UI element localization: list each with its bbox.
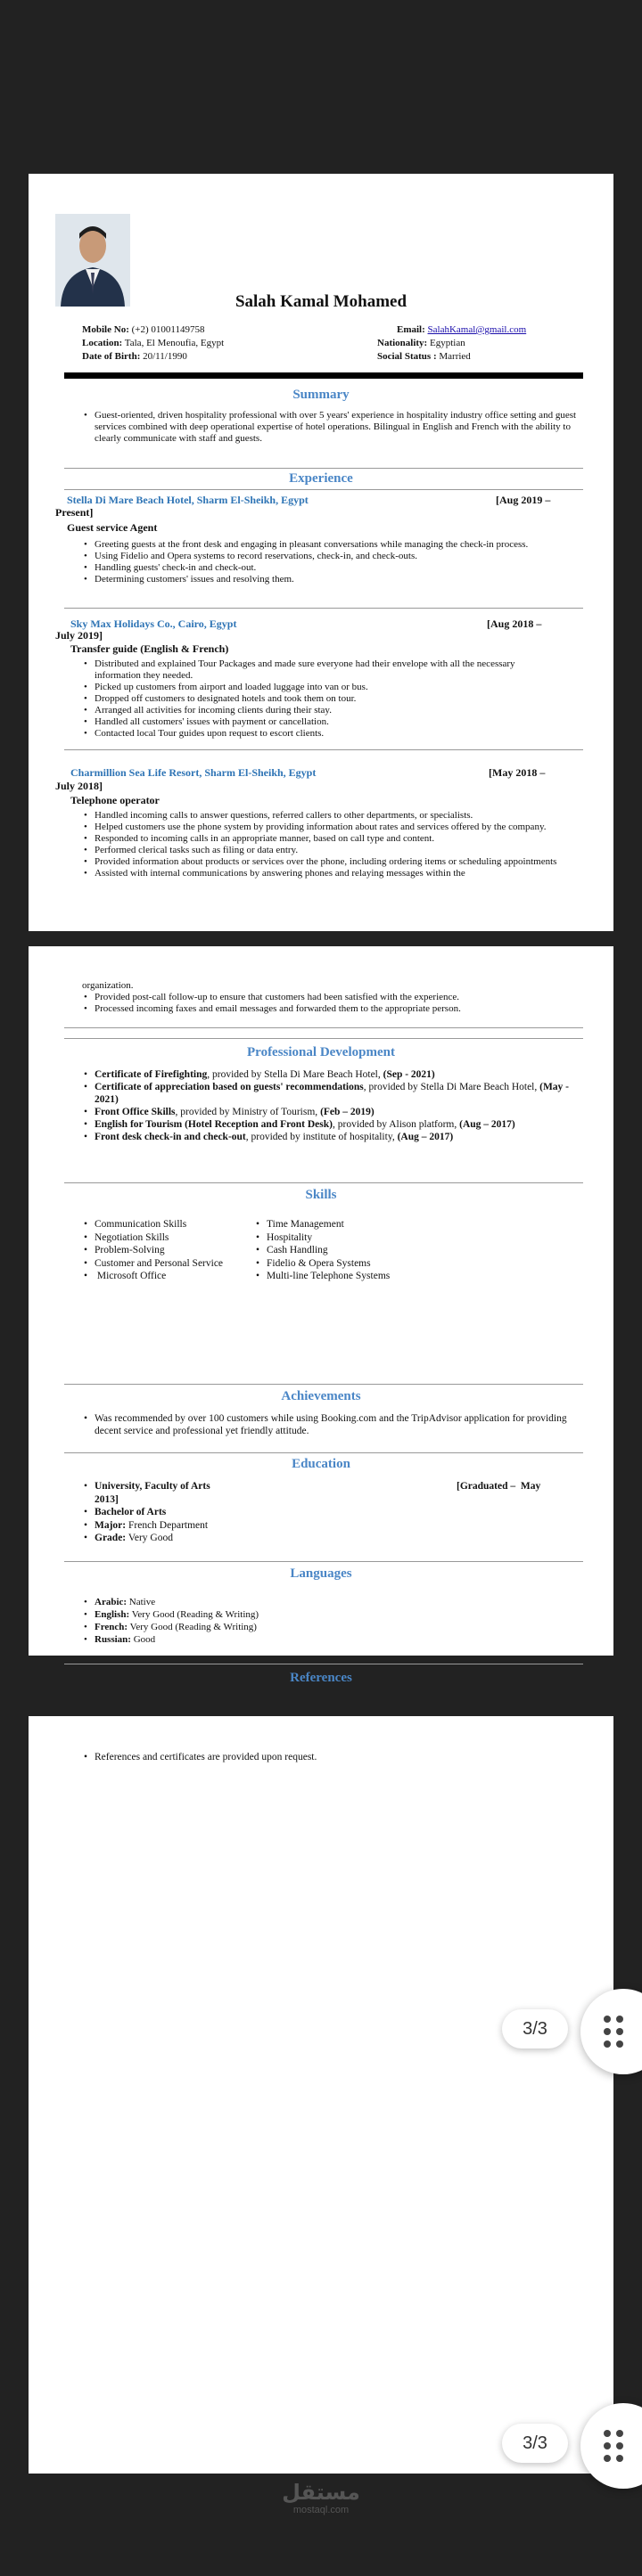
- duty-item: • Provided information about products or services over the phone, including ordering items or scheduling appointments: [82, 856, 564, 868]
- skill-item: • Communication Skills: [82, 1218, 269, 1231]
- professional-development-title: Professional Development: [247, 1045, 395, 1059]
- divider: [64, 1027, 583, 1028]
- job-role: Transfer guide (English & French): [70, 642, 229, 655]
- job-company: Charmillion Sea Life Resort, Sharm El-Sheikh, Egypt: [70, 766, 317, 779]
- skill-item: • Cash Handling: [254, 1244, 468, 1257]
- page-indicator: 3/3: [502, 2424, 568, 2463]
- certificate-item: • Front Office Skills, provided by Ministry of Tourism, (Feb – 2019): [82, 1106, 592, 1118]
- certificate-item: • English for Tourism (Hotel Reception and Front Desk), provided by Alison platform, (Aug – 2017): [82, 1118, 592, 1131]
- skill-item: • Time Management: [254, 1218, 468, 1231]
- skill-item: • Fidelio & Opera Systems: [254, 1257, 468, 1271]
- dob-label: Date of Birth:: [82, 351, 141, 362]
- education-degree: • Bachelor of Arts: [82, 1506, 581, 1519]
- job-company: Sky Max Holidays Co., Cairo, Egypt: [70, 617, 237, 630]
- divider: [64, 1038, 583, 1039]
- education-title: Education: [292, 1457, 350, 1471]
- email-row: [397, 323, 526, 336]
- job-role: Guest service Agent: [67, 521, 158, 534]
- certificates-list: [82, 1068, 592, 1143]
- education-list: [82, 1480, 581, 1545]
- references-list: [82, 1751, 581, 1763]
- status-label: Social Status :: [377, 351, 437, 362]
- dob-value: 20/11/1990: [143, 351, 187, 362]
- resume-page-2: [29, 946, 613, 1685]
- mostaql-watermark: [0, 2480, 642, 2515]
- continued-text: organization.: [82, 980, 134, 991]
- duty-item: • Distributed and explained Tour Packages and made sure everyone had their envelope with all the necessary information they needed.: [82, 658, 564, 682]
- achievements-title: Achievements: [281, 1389, 361, 1403]
- email-label: Email:: [397, 324, 425, 335]
- language-item: • English: Very Good (Reading & Writing): [82, 1608, 439, 1621]
- references-item: • References and certificates are provided upon request.: [82, 1751, 581, 1763]
- duty-item: • Processed incoming faxes and email messages and forwarded them to the appropriate person.: [82, 1003, 581, 1015]
- duty-item: • Responded to incoming calls in an appropriate manner, based on call type and content.: [82, 833, 564, 845]
- language-item: • Russian: Good: [82, 1633, 439, 1646]
- job-date-start: [May 2018 –: [489, 766, 546, 779]
- resume-page-1: [29, 174, 613, 931]
- duty-item: • Handled all customers' issues with payment or cancellation.: [82, 716, 564, 728]
- language-item: • Arabic: Native: [82, 1596, 439, 1608]
- duty-item: • Contacted local Tour guides upon request to escort clients.: [82, 728, 564, 740]
- skills-right-list: [254, 1218, 468, 1283]
- certificate-item: • Front desk check-in and check-out, provided by institute of hospitality, (Aug – 2017): [82, 1131, 592, 1143]
- mobile-label: Mobile No:: [82, 324, 129, 335]
- watermark-arabic: مستقل: [282, 2480, 360, 2505]
- skills-left-list: [82, 1218, 269, 1283]
- skills-title: Skills: [305, 1188, 337, 1202]
- mobile-value: (+2) 01001149758: [131, 324, 205, 335]
- watermark-latin: mostaql.com: [292, 2505, 350, 2515]
- skill-item: • Problem-Solving: [82, 1244, 269, 1257]
- divider: [64, 489, 583, 490]
- divider: [64, 608, 583, 609]
- achievement-item: • Was recommended by over 100 customers while using Booking.com and the TripAdvisor application for providing decent service and professional yet friendly attitude.: [82, 1412, 581, 1437]
- duty-item: • Assisted with internal communications by answering phones and relaying messages within the: [82, 868, 564, 879]
- language-item: • French: Very Good (Reading & Writing): [82, 1621, 439, 1633]
- duty-item: • Dropped off customers to designated hotels and took them on tour.: [82, 693, 564, 705]
- skill-item: • Hospitality: [254, 1231, 468, 1245]
- nationality-row: [377, 337, 465, 349]
- divider: [64, 468, 583, 469]
- summary-list: [82, 410, 592, 445]
- resume-page-3: [29, 1716, 613, 2474]
- duty-item: • Arranged all activities for incoming clients during their stay.: [82, 705, 564, 716]
- dob-row: [82, 350, 187, 363]
- divider: [64, 1384, 583, 1385]
- page-indicator: 3/3: [502, 2009, 568, 2049]
- location-value: Tala, El Menoufia, Egypt: [124, 338, 225, 348]
- summary-text: • Guest-oriented, driven hospitality professional with over 5 years' experience in hospitality industry office setting and guest services combined with deep operational expertise of hotel operations. Bilingual in English and French with the ability to clearly communicate with staff and guests.: [82, 410, 592, 445]
- graduation-date-end: 2013]: [95, 1493, 119, 1505]
- job-date-end: Present]: [55, 506, 94, 519]
- duty-item: • Handling guests' check-in and check-out.: [82, 562, 564, 574]
- location-label: Location:: [82, 338, 123, 348]
- duty-item: • Determining customers' issues and resolving them.: [82, 574, 564, 585]
- duty-item: • Provided post-call follow-up to ensure that customers had been satisfied with the experience.: [82, 992, 581, 1003]
- job-company: Stella Di Mare Beach Hotel, Sharm El-Sheikh, Egypt: [67, 494, 309, 506]
- graduation-date: [Graduated – May: [457, 1481, 541, 1492]
- education-grade: • Grade: Very Good: [82, 1532, 581, 1545]
- education-university: • University, Faculty of Arts [Graduated – May 2013]: [82, 1480, 581, 1506]
- divider: [64, 749, 583, 750]
- grid-dots-icon: [604, 2430, 629, 2462]
- duty-item: • Picked up customers from airport and loaded luggage into van or bus.: [82, 682, 564, 693]
- job-duties: [82, 539, 564, 585]
- grid-dots-icon: [604, 2016, 629, 2048]
- duty-item: • Greeting guests at the front desk and engaging in pleasant conversations while managing the check-in process.: [82, 539, 564, 551]
- certificate-item: • Certificate of Firefighting, provided by Stella Di Mare Beach Hotel, (Sep - 2021): [82, 1068, 592, 1081]
- references-title: References: [290, 1671, 352, 1685]
- languages-title: Languages: [290, 1566, 352, 1581]
- job-date-end: July 2019]: [55, 629, 103, 642]
- summary-title: Summary: [292, 388, 350, 402]
- skill-item: • Microsoft Office: [82, 1270, 269, 1283]
- skill-item: • Multi-line Telephone Systems: [254, 1270, 468, 1283]
- skill-item: • Customer and Personal Service: [82, 1257, 269, 1271]
- nationality-label: Nationality:: [377, 338, 428, 348]
- achievements-list: [82, 1412, 581, 1437]
- experience-title: Experience: [289, 471, 353, 486]
- duty-item: • Helped customers use the phone system by providing information about rates and services offered by the company.: [82, 822, 564, 833]
- duty-item: • Handled incoming calls to answer questions, referred callers to other departments, or specialists.: [82, 810, 564, 822]
- duty-item: • Using Fidelio and Opera systems to record reservations, check-in, and check-outs.: [82, 551, 564, 562]
- job-duties-continued: [82, 992, 581, 1015]
- candidate-name: Salah Kamal Mohamed: [235, 292, 407, 311]
- nationality-value: Egyptian: [429, 338, 465, 348]
- certificate-item: • Certificate of appreciation based on guests' recommendations, provided by Stella Di Mare Beach Hotel, (May - 2021): [82, 1081, 592, 1106]
- location-row: [82, 337, 224, 349]
- job-date-start: [Aug 2018 –: [487, 617, 542, 630]
- job-role: Telephone operator: [70, 794, 160, 806]
- job-duties: [82, 810, 564, 879]
- email-link[interactable]: SalahKamal@gmail.com: [427, 324, 527, 335]
- job-date-end: July 2018]: [55, 780, 103, 792]
- duty-item: • Performed clerical tasks such as filing or data entry.: [82, 845, 564, 856]
- divider: [64, 1452, 583, 1453]
- job-duties: [82, 658, 564, 740]
- job-date-start: [Aug 2019 –: [496, 494, 551, 506]
- mobile-row: [82, 323, 204, 336]
- header-divider: [64, 372, 583, 379]
- status-row: [377, 350, 471, 363]
- status-value: Married: [439, 351, 471, 362]
- divider: [64, 1561, 583, 1562]
- skill-item: • Negotiation Skills: [82, 1231, 269, 1245]
- education-major: • Major: French Department: [82, 1519, 581, 1533]
- divider: [64, 1182, 583, 1183]
- languages-list: [82, 1596, 439, 1646]
